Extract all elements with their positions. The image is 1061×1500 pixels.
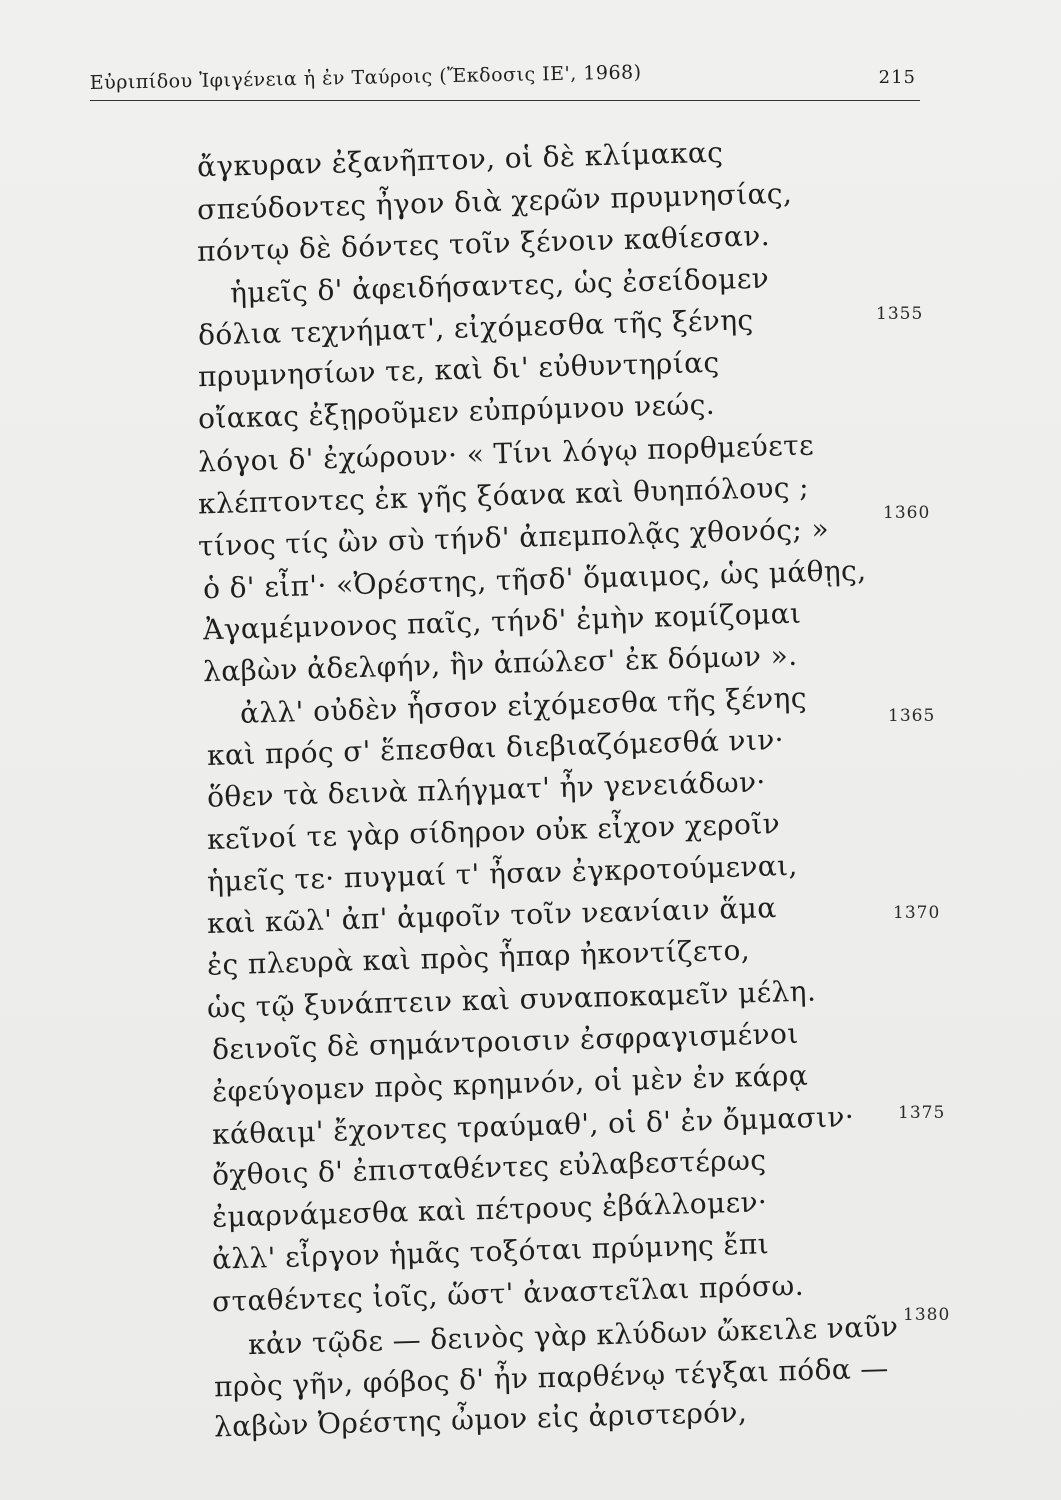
running-title: Εὐριπίδου Ἰφιγένεια ἡ ἐν Ταύροις (Ἔκδοσις ΙΕ', 1968) [89, 61, 642, 94]
verse-line: κἀν τῷδε — δεινὸς γὰρ κλύδων ὤκειλε ναῦν [247, 1309, 899, 1362]
line-number: 1360 [883, 503, 931, 523]
line-number: 1355 [876, 304, 924, 324]
verse-line: κάθαιμ' ἔχοντες τραύμαθ', οἱ δ' ἐν ὄμμασιν· [211, 1100, 855, 1151]
verse-line: πρυμνησίων τε, καὶ δι' εὐθυντηρίας [197, 345, 720, 394]
verse-line: πόντῳ δὲ δόντες τοῖν ξένοιν καθίεσαν. [196, 219, 771, 268]
verse-line: οἴακας ἐξῃροῦμεν εὐπρύμνου νεώς. [197, 387, 716, 436]
verse-line: καὶ πρός σ' ἕπεσθαι διεβιαζόμεσθά νιν· [206, 722, 785, 773]
verse-line: δόλια τεχνήματ', εἰχόμεσθα τῆς ξένης [197, 303, 754, 352]
line-number: 1370 [893, 903, 941, 923]
verse-line: Ἀγαμέμνονος παῖς, τήνδ' ἐμὴν κομίζομαι [202, 596, 802, 647]
verse-line: ἐμαρνάμεσθα καὶ πέτρους ἐβάλλομεν· [211, 1185, 768, 1234]
verse-line: ἐς πλευρὰ καὶ πρὸς ἧπαρ ἠκοντίζετο, [206, 933, 751, 982]
verse-line: κλέπτοντες ἐκ γῆς ξόανα καὶ θυηπόλους ; [197, 470, 810, 521]
verse-line: ἀλλ' εἶργον ἡμᾶς τοξόται πρύμνης ἔπι [211, 1227, 770, 1276]
line-number: 1365 [888, 706, 936, 726]
verse-line: σταθέντες ἰοῖς, ὥστ' ἀναστεῖλαι πρόσω. [211, 1268, 805, 1319]
verse-line: ἄγκυραν ἐξανῆπτον, οἱ δὲ κλίμακας [196, 135, 724, 184]
verse-line: ἐφεύγομεν πρὸς κρημνόν, οἱ μὲν ἐν κάρᾳ [211, 1058, 809, 1109]
verse-line: ἡμεῖς δ' ἀφειδήσαντες, ὡς ἐσείδομεν [229, 261, 770, 310]
line-number: 1375 [898, 1103, 946, 1123]
verse-line: σπεύδοντες ἦγον διὰ χερῶν πρυμνησίας, [196, 176, 793, 227]
verse-line: ὅθεν τὰ δεινὰ πλήγματ' ἦν γενειάδων· [206, 765, 767, 814]
verse-line: δεινοῖς δὲ σημάντροισιν ἐσφραγισμένοι [211, 1016, 800, 1067]
verse-line: λαβὼν ἀδελφήν, ἣν ἀπώλεσ' ἐκ δόμων ». [202, 638, 798, 689]
verse-line: ὄχθοις δ' ἐπισταθέντες εὐλαβεστέρως [211, 1143, 767, 1192]
verse-line: πρὸς γῆν, φόβος δ' ἦν παρθένῳ τέγξαι πόδα — [213, 1351, 890, 1404]
verse-line: ὁ δ' εἶπ'· «Ὀρέστης, τῆσδ' ὅμαιμος, ὡς μάθῃς, [202, 553, 867, 606]
page-number: 215 [878, 67, 916, 88]
verse-line: τίνος τίς ὢν σὺ τήνδ' ἀπεμπολᾷς χθονός; » [197, 512, 830, 563]
line-number: 1380 [903, 1305, 951, 1325]
verse-line: ἡμεῖς τε· πυγμαί τ' ἦσαν ἐγκροτούμεναι, [206, 848, 799, 899]
verse-line: ὡς τῷ ξυνάπτειν καὶ συναποκαμεῖν μέλη. [206, 974, 817, 1025]
verse-line: λαβὼν Ὀρέστης ὦμον εἰς ἀριστερόν, [213, 1395, 748, 1444]
verse-line: κεῖνοί τε γὰρ σίδηρον οὐκ εἶχον χεροῖν [206, 807, 781, 856]
verse-line: ἀλλ' οὐδὲν ἧσσον εἰχόμεσθα τῆς ξένης [239, 681, 808, 730]
verse-line: λόγοι δ' ἐχώρουν· « Τίνι λόγῳ πορθμεύετε [197, 428, 815, 479]
verse-line: καὶ κῶλ' ἀπ' ἀμφοῖν τοῖν νεανίαιν ἅμα [206, 891, 777, 940]
